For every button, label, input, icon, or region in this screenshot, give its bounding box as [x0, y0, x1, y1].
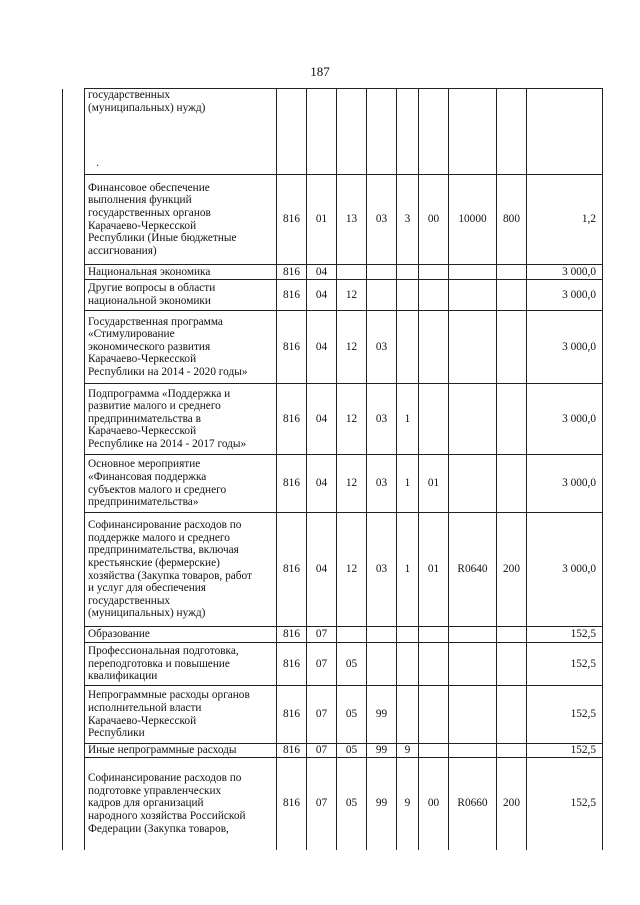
cell-main-activity	[419, 627, 449, 643]
cell-subprogram: 1	[397, 384, 419, 455]
cell-subprogram	[397, 643, 419, 686]
cell-ved: 816	[277, 265, 307, 280]
row-name: Софинансирование расходов по подготовке управленческих кадров для организаций народного хозяйства Российской Федерации (Закупка товаров,	[88, 772, 246, 835]
row-name: Основное мероприятие «Финансовая поддержка субъектов малого и среднего предпринимательства»	[88, 458, 227, 509]
cell-subsection: 12	[337, 384, 367, 455]
cell-name	[85, 627, 277, 643]
cell-margin	[63, 513, 85, 627]
cell-amount: 3 000,0	[527, 513, 603, 627]
table-row	[63, 686, 603, 744]
cell-program	[367, 643, 397, 686]
cell-main-activity	[419, 643, 449, 686]
cell-subprogram: 1	[397, 513, 419, 627]
cell-program: 03	[367, 311, 397, 384]
cell-margin	[63, 265, 85, 280]
cell-subsection: 12	[337, 513, 367, 627]
cell-subprogram	[397, 280, 419, 311]
cell-expense-type	[497, 627, 527, 643]
table-row	[63, 513, 603, 627]
cell-amount: 152,5	[527, 686, 603, 744]
cell-section: 04	[307, 384, 337, 455]
row-name: Иные непрограммные расходы	[88, 744, 237, 757]
cell-amount: 152,5	[527, 643, 603, 686]
cell-expense-type	[497, 744, 527, 758]
cell-section: 04	[307, 513, 337, 627]
cell-margin	[63, 643, 85, 686]
cell-expense-type	[497, 686, 527, 744]
cell-margin	[63, 455, 85, 513]
cell-direction: 10000	[449, 175, 497, 265]
cell-subprogram: 9	[397, 744, 419, 758]
cell-amount	[527, 89, 603, 175]
cell-ved: 816	[277, 384, 307, 455]
cell-expense-type	[497, 384, 527, 455]
cell-program	[367, 265, 397, 280]
cell-subsection	[337, 265, 367, 280]
cell-margin	[63, 384, 85, 455]
table-row	[63, 744, 603, 758]
cell-ved: 816	[277, 744, 307, 758]
cell-main-activity: 00	[419, 175, 449, 265]
cell-name	[85, 175, 277, 265]
cell-subprogram	[397, 311, 419, 384]
cell-program: 99	[367, 686, 397, 744]
cell-subprogram: 3	[397, 175, 419, 265]
cell-amount: 3 000,0	[527, 311, 603, 384]
cell-ved: 816	[277, 175, 307, 265]
cell-name	[85, 384, 277, 455]
cell-expense-type	[497, 265, 527, 280]
cell-expense-type: 800	[497, 175, 527, 265]
row-name: Государственная программа «Стимулирование экономического развития Карачаево-Черкесской Республики на 2014 - 2020 годы»	[88, 315, 248, 378]
row-name: Непрограммные расходы органов исполнительной власти Карачаево-Черкесской Республики	[88, 689, 250, 740]
cell-section: 04	[307, 455, 337, 513]
cell-section: 07	[307, 686, 337, 744]
cell-direction	[449, 89, 497, 175]
cell-ved: 816	[277, 513, 307, 627]
cell-amount: 3 000,0	[527, 455, 603, 513]
cell-main-activity	[419, 311, 449, 384]
cell-main-activity	[419, 384, 449, 455]
cell-program: 03	[367, 384, 397, 455]
cell-ved: 816	[277, 311, 307, 384]
cell-margin	[63, 311, 85, 384]
cell-name	[85, 265, 277, 280]
cell-subprogram: 9	[397, 758, 419, 850]
row-name: Подпрограмма «Поддержка и развитие малого и среднего предпринимательства в Карачаево-Черкесской Республике на 2014 - 2017 годы»	[88, 387, 247, 450]
cell-margin	[63, 744, 85, 758]
row-name: государственных (муниципальных) нужд)	[88, 89, 206, 114]
cell-name	[85, 89, 277, 175]
cell-name	[85, 643, 277, 686]
cell-subsection: 05	[337, 643, 367, 686]
row-name: Финансовое обеспечение выполнения функций государственных органов Карачаево-Черкесской Республики (Иные бюджетные ассигнования)	[88, 181, 237, 257]
cell-main-activity	[419, 744, 449, 758]
cell-program: 03	[367, 455, 397, 513]
cell-subsection: 12	[337, 311, 367, 384]
cell-subprogram	[397, 627, 419, 643]
cell-amount: 3 000,0	[527, 384, 603, 455]
cell-direction	[449, 455, 497, 513]
cell-section: 04	[307, 265, 337, 280]
cell-program	[367, 627, 397, 643]
table-row	[63, 311, 603, 384]
cell-section: 04	[307, 311, 337, 384]
cell-main-activity: 01	[419, 513, 449, 627]
table-row	[63, 384, 603, 455]
cell-section: 07	[307, 744, 337, 758]
cell-main-activity	[419, 265, 449, 280]
page-number: 187	[310, 64, 330, 79]
row-name: Образование	[88, 628, 150, 641]
cell-name	[85, 758, 277, 850]
cell-direction	[449, 265, 497, 280]
cell-section: 01	[307, 175, 337, 265]
cell-ved: 816	[277, 686, 307, 744]
cell-main-activity: 01	[419, 455, 449, 513]
cell-subsection	[337, 89, 367, 175]
table-row	[63, 627, 603, 643]
scan-dot: ·	[96, 161, 100, 173]
cell-margin	[63, 280, 85, 311]
cell-name	[85, 513, 277, 627]
table-row	[63, 89, 603, 175]
row-name: Национальная экономика	[88, 265, 211, 278]
table-row	[63, 758, 603, 850]
cell-subsection: 12	[337, 455, 367, 513]
cell-expense-type	[497, 455, 527, 513]
cell-subsection: 05	[337, 758, 367, 850]
cell-subsection: 13	[337, 175, 367, 265]
cell-ved: 816	[277, 455, 307, 513]
cell-margin	[63, 758, 85, 850]
cell-program	[367, 280, 397, 311]
cell-direction	[449, 686, 497, 744]
cell-subprogram	[397, 686, 419, 744]
cell-direction	[449, 627, 497, 643]
cell-direction	[449, 311, 497, 384]
cell-subprogram: 1	[397, 455, 419, 513]
cell-subprogram	[397, 89, 419, 175]
cell-subsection	[337, 627, 367, 643]
cell-main-activity	[419, 89, 449, 175]
cell-name	[85, 455, 277, 513]
row-name: Софинансирование расходов по поддержке малого и среднего предпринимательства, включая крестьянские (фермерские) хозяйства (Закупка товаров, работ и услуг для обеспечения государственных (муниципальных) нужд)	[88, 519, 252, 620]
cell-section: 07	[307, 627, 337, 643]
cell-main-activity: 00	[419, 758, 449, 850]
cell-margin	[63, 175, 85, 265]
cell-program: 99	[367, 758, 397, 850]
cell-amount: 3 000,0	[527, 280, 603, 311]
cell-section	[307, 89, 337, 175]
table-row	[63, 265, 603, 280]
cell-name	[85, 311, 277, 384]
cell-section: 07	[307, 643, 337, 686]
cell-expense-type: 200	[497, 513, 527, 627]
cell-amount: 152,5	[527, 627, 603, 643]
cell-ved: 816	[277, 643, 307, 686]
row-name: Другие вопросы в области национальной экономики	[88, 282, 216, 307]
table-row	[63, 175, 603, 265]
cell-main-activity	[419, 280, 449, 311]
cell-expense-type	[497, 311, 527, 384]
cell-subsection: 05	[337, 686, 367, 744]
cell-amount: 152,5	[527, 758, 603, 850]
cell-section: 04	[307, 280, 337, 311]
cell-amount: 152,5	[527, 744, 603, 758]
cell-margin	[63, 89, 85, 175]
cell-amount: 1,2	[527, 175, 603, 265]
cell-direction: R0660	[449, 758, 497, 850]
cell-main-activity	[419, 686, 449, 744]
cell-ved	[277, 89, 307, 175]
table-row	[63, 455, 603, 513]
cell-name	[85, 744, 277, 758]
cell-direction	[449, 744, 497, 758]
budget-table	[62, 88, 603, 850]
cell-section: 07	[307, 758, 337, 850]
cell-subsection: 12	[337, 280, 367, 311]
cell-direction: R0640	[449, 513, 497, 627]
cell-ved: 816	[277, 758, 307, 850]
cell-program: 03	[367, 513, 397, 627]
cell-expense-type	[497, 643, 527, 686]
table-body	[63, 89, 603, 850]
cell-expense-type	[497, 280, 527, 311]
cell-expense-type: 200	[497, 758, 527, 850]
cell-margin	[63, 686, 85, 744]
cell-name	[85, 686, 277, 744]
cell-margin	[63, 627, 85, 643]
table-row	[63, 643, 603, 686]
cell-amount: 3 000,0	[527, 265, 603, 280]
cell-expense-type	[497, 89, 527, 175]
cell-direction	[449, 643, 497, 686]
row-name: Профессиональная подготовка, переподготовка и повышение квалификации	[88, 645, 239, 683]
cell-program	[367, 89, 397, 175]
cell-direction	[449, 280, 497, 311]
table-row	[63, 280, 603, 311]
cell-direction	[449, 384, 497, 455]
cell-program: 03	[367, 175, 397, 265]
cell-subsection: 05	[337, 744, 367, 758]
cell-subprogram	[397, 265, 419, 280]
cell-program: 99	[367, 744, 397, 758]
cell-ved: 816	[277, 627, 307, 643]
cell-ved: 816	[277, 280, 307, 311]
cell-name	[85, 280, 277, 311]
